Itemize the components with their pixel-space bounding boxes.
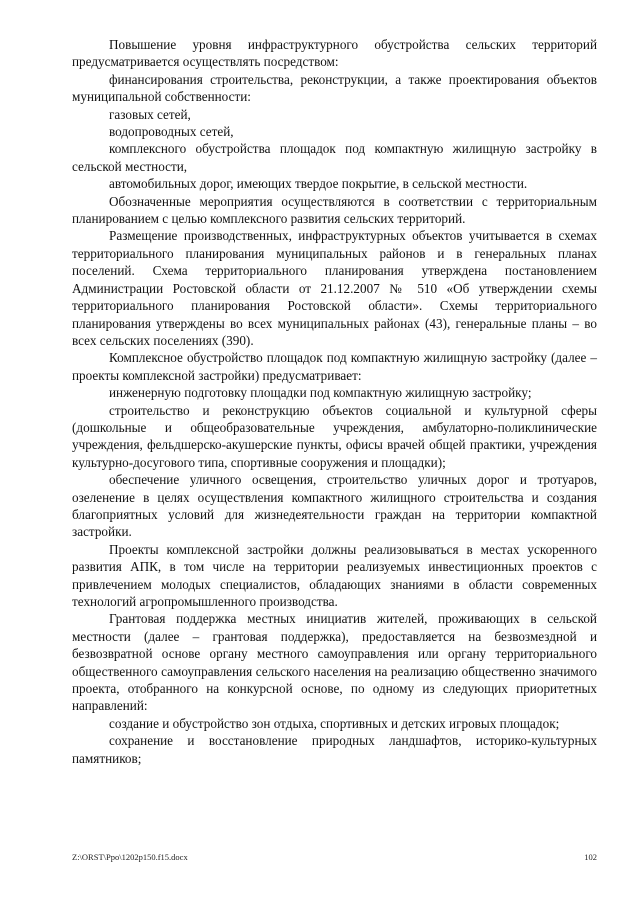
paragraph: финансирования строительства, реконструкции, а также проектирования объектов муниципальной собственности: xyxy=(72,71,597,105)
paragraph: Повышение уровня инфраструктурного обустройства сельских территорий предусматривается осуществлять посредством: xyxy=(72,37,597,70)
file-path: Z:\ORST\Ppo\1202p150.f15.docx xyxy=(72,852,188,862)
paragraph: комплексного обустройства площадок под компактную жилищную застройку в сельской местности, xyxy=(72,141,597,174)
paragraph: создание и обустройство зон отдыха, спортивных и детских игровых площадок; xyxy=(109,715,560,731)
paragraph: автомобильных дорог, имеющих твердое покрытие, в сельской местности. xyxy=(109,176,528,192)
paragraph: строительство и реконструкцию объектов социальной и культурной сферы (дошкольные и общеобразовательные учреждения, амбулаторно-поликлинические учреждения, фельдшерско-акушерские пункты, офисы врачей общей практики, учреждения культурно-досугового типа, спортивные сооружения и площадки); xyxy=(72,402,597,470)
paragraph: Грантовая поддержка местных инициатив жителей, проживающих в сельской местности (далее – грантовая поддержка), предоставляется на безвозмездной и безвозвратной основе органу местного самоуправления или органу территориального общественного самоуправления сельского населения на реализацию общественно значимого проекта, отобранного на конкурсной основе, по одному из следующих приоритетных направлений: xyxy=(72,611,597,714)
paragraph: обеспечение уличного освещения, строительство уличных дорог и тротуаров, озеленение в целях осуществления компактного жилищного строительства и создания благоприятных условий для жизнедеятельности граждан на территории компактной застройки. xyxy=(72,472,597,540)
paragraph: Размещение производственных, инфраструктурных объектов учитывается в схемах территориального планирования муниципальных районов и в генеральных планах поселений. Схема территориального планирования утверждена постановлением Администрации Ростовской области от 21.12.2007 № 510 «Об утверждении схемы территориального планирования Ростовской области». Схемы территориального планирования утверждены во всех муниципальных районах (43), генеральные планы – во всех сельских поселениях (390). xyxy=(72,228,597,348)
paragraph: инженерную подготовку площадки под компактную жилищную застройку; xyxy=(109,385,532,401)
paragraph: газовых сетей, xyxy=(109,106,191,122)
paragraph: Обозначенные мероприятия осуществляются в соответствии с территориальным планированием с целью комплексного развития сельских территорий. xyxy=(72,193,597,227)
page-number: 102 xyxy=(584,852,597,862)
paragraph: Комплексное обустройство площадок под компактную жилищную застройку (далее – проекты комплексной застройки) предусматривает: xyxy=(72,350,597,383)
document-body xyxy=(72,36,597,767)
paragraph: Проекты комплексной застройки должны реализовываться в местах ускоренного развития АПК, в том числе на территории реализуемых инвестиционных проектов с привлечением молодых специалистов, обладающих знаниями в области современных технологий агропромышленного производства. xyxy=(72,541,597,609)
paragraph: водопроводных сетей, xyxy=(109,124,234,140)
paragraph: сохранение и восстановление природных ландшафтов, историко-культурных памятников; xyxy=(72,733,597,766)
